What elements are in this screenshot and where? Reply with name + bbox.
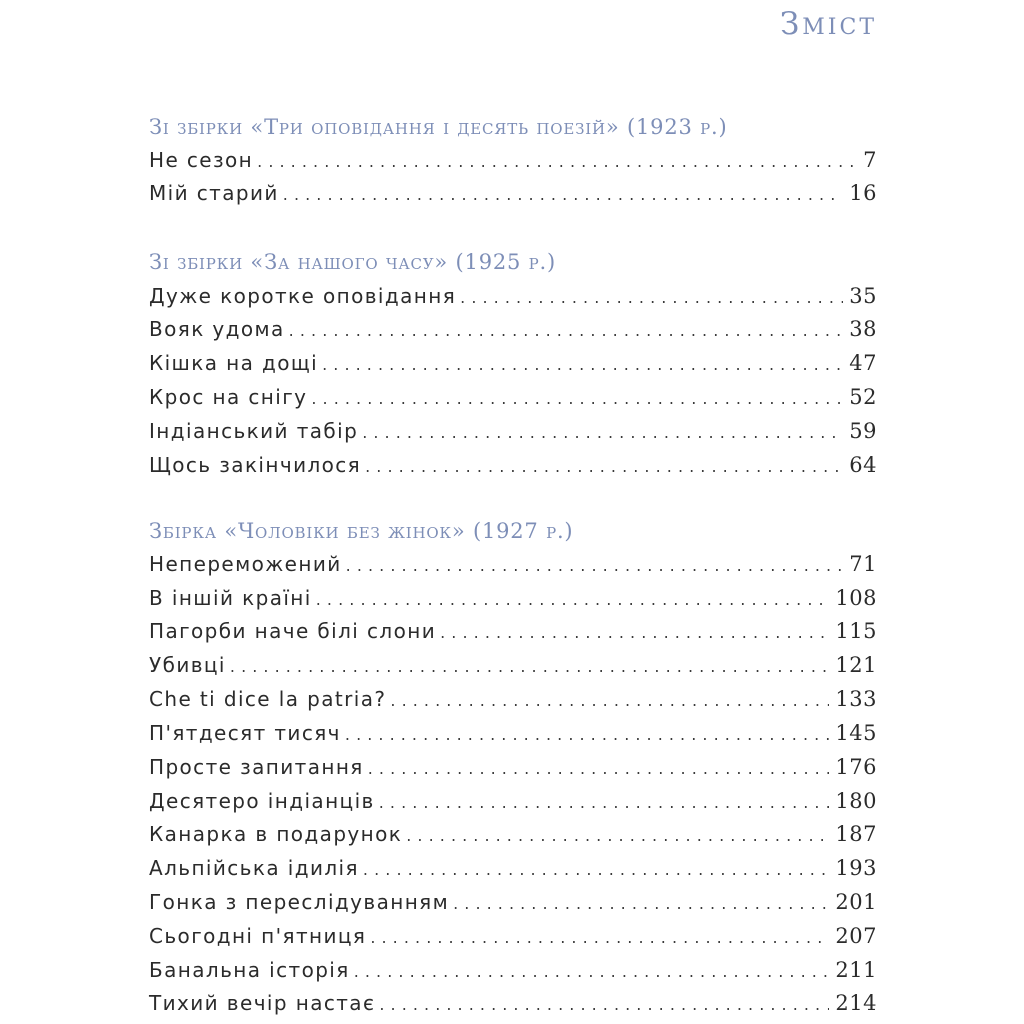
toc-entry	[149, 717, 877, 749]
toc-entry	[149, 751, 877, 783]
entry-page: 180	[835, 789, 877, 813]
toc-entry	[149, 683, 877, 715]
entry-page: 176	[835, 755, 877, 779]
toc-entry	[149, 313, 877, 345]
dot-leader	[316, 584, 830, 616]
toc-entry	[149, 852, 877, 884]
entry-page: 187	[835, 822, 877, 846]
dot-leader	[230, 651, 830, 683]
toc-entry	[149, 381, 877, 413]
entry-title: Індіанський табір	[149, 419, 359, 443]
entry-page: 115	[835, 619, 877, 643]
entry-title: Крос на снігу	[149, 385, 308, 409]
entry-page: 38	[849, 317, 877, 341]
toc-entry	[149, 415, 877, 447]
dot-leader	[345, 719, 830, 751]
entry-title: Десятеро індіанців	[149, 789, 375, 813]
dot-leader	[365, 451, 843, 483]
entry-page: 145	[835, 721, 877, 745]
dot-leader	[362, 417, 843, 449]
dot-leader	[406, 820, 829, 852]
entry-page: 47	[849, 351, 877, 375]
entry-title: Не сезон	[149, 148, 254, 172]
entry-title: Гонка з переслідуванням	[149, 890, 450, 914]
entry-page: 35	[849, 284, 877, 308]
dot-leader	[370, 922, 829, 954]
entry-title: Альпійська ідилія	[149, 856, 359, 880]
dot-leader	[257, 146, 857, 178]
entry-title: Непереможений	[149, 552, 342, 576]
entry-page: 64	[849, 453, 877, 477]
dot-leader	[346, 550, 844, 582]
entry-page: 121	[835, 653, 877, 677]
entry-page: 71	[849, 552, 877, 576]
toc-entry	[149, 347, 877, 379]
entry-page: 133	[835, 687, 877, 711]
entry-title: Вояк удома	[149, 317, 285, 341]
toc-entry	[149, 987, 877, 1019]
toc-entry	[149, 785, 877, 817]
entry-title: Банальна історія	[149, 958, 350, 982]
dot-leader	[289, 315, 844, 347]
toc-entry	[149, 548, 877, 580]
entry-title: Канарка в подарунок	[149, 822, 403, 846]
dot-leader	[460, 282, 843, 314]
dot-leader	[440, 617, 829, 649]
toc-entry	[149, 280, 877, 312]
dot-leader	[311, 383, 843, 415]
entry-title: Просте запитання	[149, 755, 364, 779]
entry-title: Кішка на дощі	[149, 351, 319, 375]
section-heading: Зі збірки «Три оповідання і десять поезій» (1923 р.)	[149, 115, 728, 139]
entry-title: П'ятдесят тисяч	[149, 721, 341, 745]
entry-title: Сьогодні п'ятниця	[149, 924, 367, 948]
toc-entry	[149, 818, 877, 850]
entry-title: Пагорби наче білі слони	[149, 619, 437, 643]
dot-leader	[379, 787, 830, 819]
entry-page: 7	[863, 148, 877, 172]
entry-page: 59	[849, 419, 877, 443]
toc-entry	[149, 649, 877, 681]
entry-page: 193	[835, 856, 877, 880]
entry-page: 214	[835, 991, 877, 1015]
entry-title: Убивці	[149, 653, 226, 677]
entry-page: 16	[849, 181, 877, 205]
dot-leader	[379, 989, 829, 1021]
entry-page: 108	[835, 586, 877, 610]
entry-page: 207	[835, 924, 877, 948]
section-heading: Зі збірки «За нашого часу» (1925 р.)	[149, 250, 557, 274]
toc-entry	[149, 144, 877, 176]
entry-title: Тихий вечір настає	[149, 991, 376, 1015]
dot-leader	[368, 753, 830, 785]
toc-entry	[149, 615, 877, 647]
entry-title: Che ti dice la patria?	[149, 687, 387, 711]
toc-entry	[149, 954, 877, 986]
dot-leader	[283, 179, 844, 211]
dot-leader	[390, 685, 829, 717]
dot-leader	[363, 854, 829, 886]
entry-title: Мій старий	[149, 181, 279, 205]
dot-leader	[322, 349, 843, 381]
toc-entry	[149, 177, 877, 209]
dot-leader	[354, 956, 830, 988]
toc-entry	[149, 582, 877, 614]
section-heading: Збірка «Чоловіки без жінок» (1927 р.)	[149, 519, 574, 543]
entry-page: 201	[835, 890, 877, 914]
entry-title: В іншій країні	[149, 586, 312, 610]
entry-title: Дуже коротке оповідання	[149, 284, 457, 308]
entry-page: 52	[849, 385, 877, 409]
toc-entry	[149, 449, 877, 481]
toc-entry	[149, 886, 877, 918]
entry-title: Щось закінчилося	[149, 453, 362, 477]
page-title: Зміст	[779, 6, 877, 42]
toc-entry	[149, 920, 877, 952]
dot-leader	[453, 888, 829, 920]
entry-page: 211	[835, 958, 877, 982]
